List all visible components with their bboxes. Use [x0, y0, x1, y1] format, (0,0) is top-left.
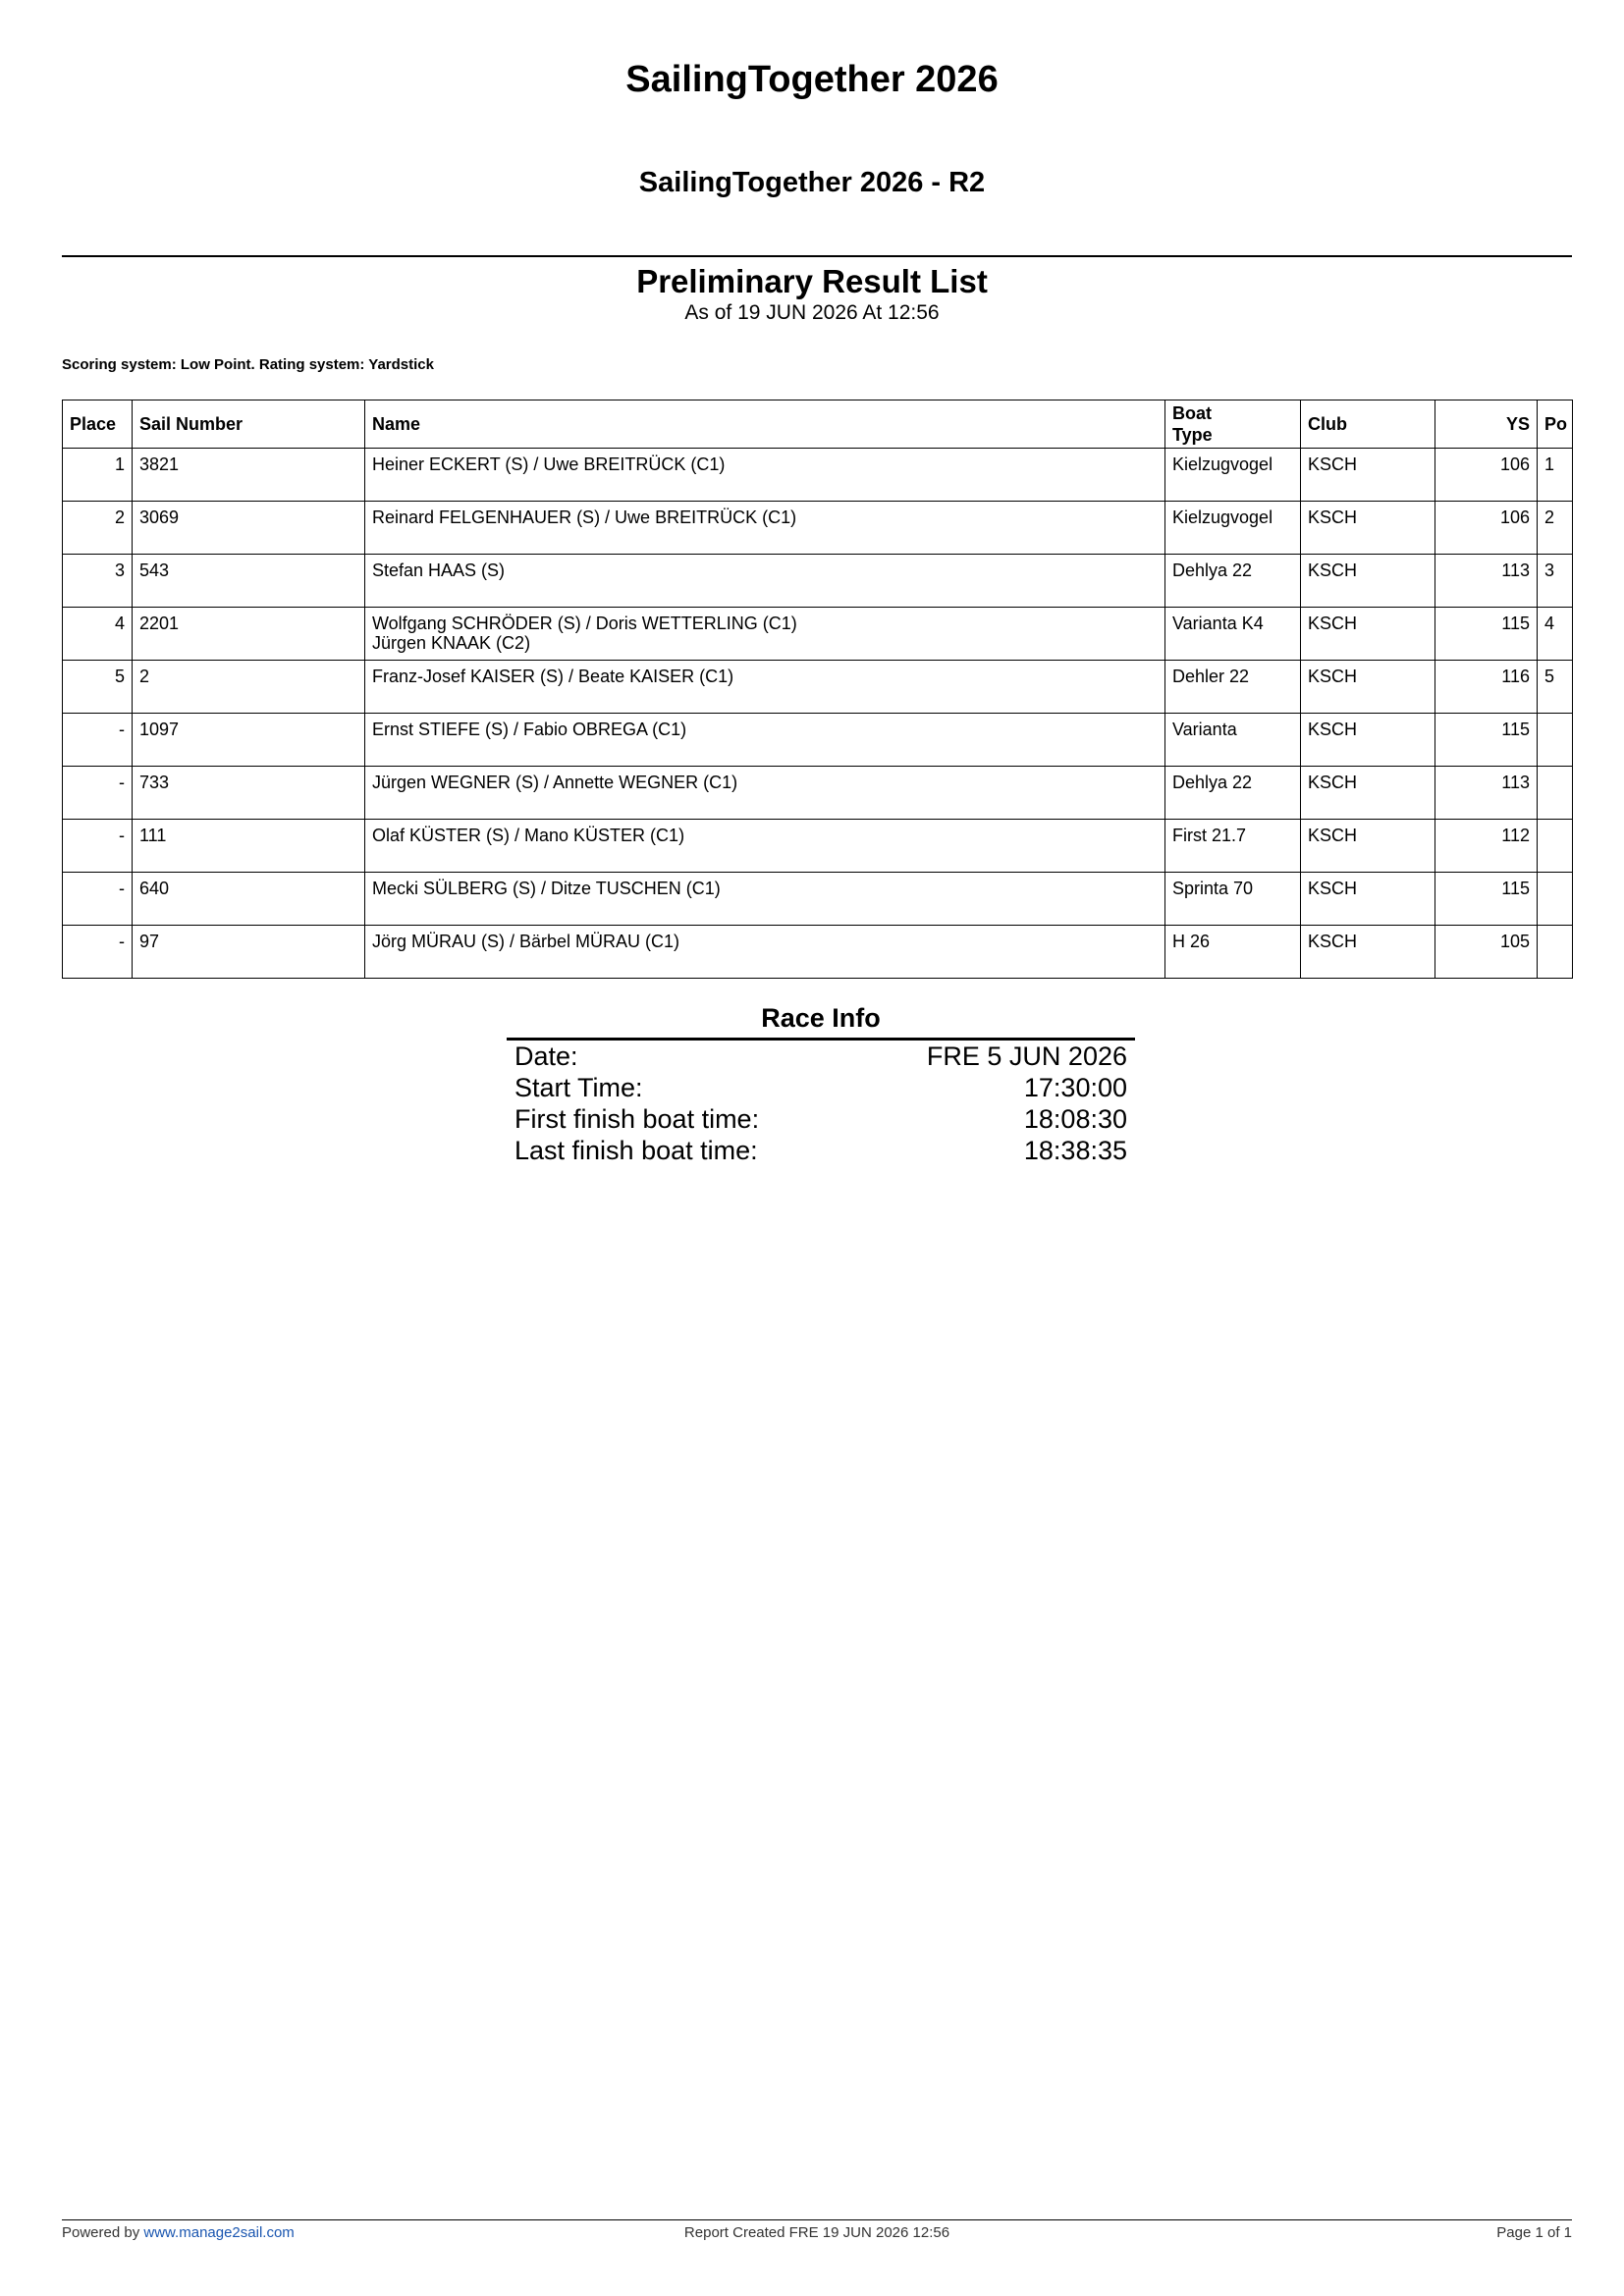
name-cell: [365, 661, 1165, 714]
race-info-row-date: [507, 1041, 1135, 1072]
ys-cell: 112: [1435, 820, 1538, 873]
name-cell: [365, 873, 1165, 926]
sail-number-cell: 2: [133, 661, 365, 714]
competitor-name-line: Ernst STIEFE (S) / Fabio OBREGA (C1): [372, 720, 687, 739]
boat-type-cell: Varianta: [1165, 714, 1301, 767]
boat-type-cell: Sprinta 70: [1165, 873, 1301, 926]
results-body: [63, 449, 1573, 979]
place-cell: -: [63, 767, 133, 820]
po-cell: [1538, 820, 1573, 873]
race-info-title: Race Info: [507, 1003, 1135, 1041]
competitor-name-line: Franz-Josef KAISER (S) / Beate KAISER (C1): [372, 667, 734, 686]
col-header-boat-type-line1: Boat: [1172, 403, 1212, 423]
club-cell: KSCH: [1301, 449, 1435, 502]
ys-cell: 106: [1435, 502, 1538, 555]
po-cell: [1538, 873, 1573, 926]
club-cell: KSCH: [1301, 767, 1435, 820]
race-info-label: First finish boat time:: [514, 1104, 760, 1134]
race-title: SailingTogether 2026 - R2: [638, 167, 986, 198]
competitor-name-line: Jörg MÜRAU (S) / Bärbel MÜRAU (C1): [372, 932, 680, 951]
ys-cell: 116: [1435, 661, 1538, 714]
race-info-row-last-finish: [507, 1135, 1135, 1166]
competitor-name-line: Heiner ECKERT (S) / Uwe BREITRÜCK (C1): [372, 454, 726, 474]
race-info-row-start-time: [507, 1072, 1135, 1103]
name-cell: [365, 502, 1165, 555]
place-cell: -: [63, 926, 133, 979]
table-row: [63, 555, 1573, 608]
place-cell: 5: [63, 661, 133, 714]
name-cell: [365, 820, 1165, 873]
place-cell: -: [63, 873, 133, 926]
sail-number-cell: 640: [133, 873, 365, 926]
boat-type-cell: Dehler 22: [1165, 661, 1301, 714]
ys-cell: 113: [1435, 555, 1538, 608]
race-info-value: 18:08:30: [1023, 1104, 1127, 1134]
competitor-name-line: Mecki SÜLBERG (S) / Ditze TUSCHEN (C1): [372, 879, 721, 898]
club-cell: KSCH: [1301, 820, 1435, 873]
po-cell: [1538, 714, 1573, 767]
table-row: [63, 449, 1573, 502]
manage2sail-link[interactable]: www.manage2sail.com: [143, 2224, 295, 2241]
race-info-label: Date:: [514, 1041, 578, 1071]
footer-divider: [62, 2219, 1572, 2220]
boat-type-cell: Kielzugvogel: [1165, 502, 1301, 555]
ys-cell: 115: [1435, 714, 1538, 767]
race-info-row-first-finish: [507, 1103, 1135, 1135]
boat-type-cell: Dehlya 22: [1165, 555, 1301, 608]
boat-type-cell: Dehlya 22: [1165, 767, 1301, 820]
competitor-name-line: Reinard FELGENHAUER (S) / Uwe BREITRÜCK (C1): [372, 507, 797, 527]
name-cell: [365, 714, 1165, 767]
results-table: [62, 400, 1573, 979]
table-row: [63, 608, 1573, 661]
club-cell: KSCH: [1301, 873, 1435, 926]
sail-number-cell: 3821: [133, 449, 365, 502]
sail-number-cell: 3069: [133, 502, 365, 555]
ys-cell: 106: [1435, 449, 1538, 502]
race-info-value: 18:38:35: [1023, 1136, 1127, 1165]
club-cell: KSCH: [1301, 502, 1435, 555]
scoring-system-note: Scoring system: Low Point. Rating system: Yardstick: [62, 356, 434, 373]
sail-number-cell: 97: [133, 926, 365, 979]
report-created: Report Created FRE 19 JUN 2026 12:56: [683, 2224, 950, 2241]
table-row: [63, 714, 1573, 767]
name-cell: [365, 449, 1165, 502]
competitor-name-line: Olaf KÜSTER (S) / Mano KÜSTER (C1): [372, 826, 685, 845]
ys-cell: 115: [1435, 608, 1538, 661]
sail-number-cell: 111: [133, 820, 365, 873]
table-header-row: [63, 400, 1573, 449]
top-divider: [62, 255, 1572, 257]
table-row: [63, 820, 1573, 873]
race-info-value: 17:30:00: [1023, 1073, 1127, 1102]
race-info-label: Last finish boat time:: [514, 1136, 758, 1165]
place-cell: 3: [63, 555, 133, 608]
sail-number-cell: 1097: [133, 714, 365, 767]
po-cell: [1538, 767, 1573, 820]
table-row: [63, 767, 1573, 820]
sail-number-cell: 733: [133, 767, 365, 820]
col-header-boat-type: [1165, 400, 1301, 449]
race-info-value: FRE 5 JUN 2026: [926, 1041, 1127, 1071]
sail-number-cell: 2201: [133, 608, 365, 661]
club-cell: KSCH: [1301, 608, 1435, 661]
ys-cell: 105: [1435, 926, 1538, 979]
boat-type-cell: H 26: [1165, 926, 1301, 979]
page-title: SailingTogether 2026: [625, 59, 999, 100]
po-cell: 3: [1538, 555, 1573, 608]
club-cell: KSCH: [1301, 926, 1435, 979]
po-cell: 4: [1538, 608, 1573, 661]
col-header-place: Place: [63, 400, 133, 449]
race-info-label: Start Time:: [514, 1073, 643, 1102]
club-cell: KSCH: [1301, 555, 1435, 608]
sail-number-cell: 543: [133, 555, 365, 608]
name-cell: [365, 608, 1165, 661]
col-header-boat-type-line2: Type: [1172, 425, 1213, 445]
as-of-timestamp: As of 19 JUN 2026 At 12:56: [684, 301, 940, 324]
place-cell: 4: [63, 608, 133, 661]
name-cell: [365, 926, 1165, 979]
ys-cell: 113: [1435, 767, 1538, 820]
table-row: [63, 873, 1573, 926]
col-header-name: Name: [365, 400, 1165, 449]
place-cell: -: [63, 714, 133, 767]
race-info-panel: [507, 1003, 1135, 1166]
table-row: [63, 661, 1573, 714]
table-row: [63, 502, 1573, 555]
competitor-name-line: Jürgen WEGNER (S) / Annette WEGNER (C1): [372, 773, 738, 792]
col-header-club: Club: [1301, 400, 1435, 449]
name-cell: [365, 555, 1165, 608]
competitor-name-line: Wolfgang SCHRÖDER (S) / Doris WETTERLING (C1): [372, 614, 797, 633]
table-row: [63, 926, 1573, 979]
boat-type-cell: Kielzugvogel: [1165, 449, 1301, 502]
name-cell: [365, 767, 1165, 820]
boat-type-cell: First 21.7: [1165, 820, 1301, 873]
po-cell: [1538, 926, 1573, 979]
competitor-name-line: Stefan HAAS (S): [372, 561, 506, 580]
po-cell: 1: [1538, 449, 1573, 502]
po-cell: 2: [1538, 502, 1573, 555]
page-number: Page 1 of 1: [1496, 2224, 1572, 2241]
ys-cell: 115: [1435, 873, 1538, 926]
competitor-name-line: Jürgen KNAAK (C2): [372, 633, 531, 653]
powered-by-prefix: Powered by: [62, 2224, 140, 2241]
place-cell: 2: [63, 502, 133, 555]
club-cell: KSCH: [1301, 661, 1435, 714]
boat-type-cell: Varianta K4: [1165, 608, 1301, 661]
col-header-sail-number: Sail Number: [133, 400, 365, 449]
place-cell: 1: [63, 449, 133, 502]
col-header-ys: YS: [1435, 400, 1538, 449]
club-cell: KSCH: [1301, 714, 1435, 767]
po-cell: 5: [1538, 661, 1573, 714]
place-cell: -: [63, 820, 133, 873]
result-list-title: Preliminary Result List: [636, 263, 988, 299]
col-header-po: Po: [1538, 400, 1573, 449]
